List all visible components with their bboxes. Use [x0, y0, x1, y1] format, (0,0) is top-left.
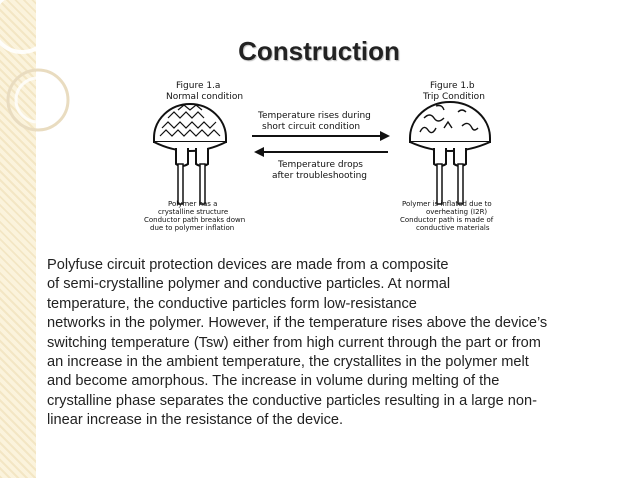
- paragraph-line: of semi-crystalline polymer and conductive particles. At normal: [47, 276, 451, 293]
- arrow-right-label-2: short circuit condition: [262, 122, 361, 132]
- polyfuse-diagram: [140, 76, 515, 238]
- caption-a-line: due to polymer inflation: [150, 224, 235, 232]
- fig-a-title: Figure 1.a: [176, 81, 221, 91]
- arrow-left-label-2: after troubleshooting: [272, 171, 367, 181]
- body-paragraph: [47, 256, 607, 431]
- caption-b-line: overheating (I2R): [426, 208, 488, 216]
- device-trip: [410, 102, 490, 204]
- slide-title: Construction: [238, 36, 400, 66]
- fig-a-subtitle: Normal condition: [166, 92, 244, 102]
- paragraph-line: temperature, the conductive particles form low-resistance: [47, 295, 417, 312]
- caption-b-line: conductive materials: [416, 224, 490, 232]
- fig-b-title: Figure 1.b: [430, 81, 475, 91]
- paragraph-line: and become amorphous. The increase in volume during melting of the: [47, 373, 500, 390]
- paragraph-line: an increase in the ambient temperature, the crystallites in the polymer melt: [47, 354, 529, 371]
- paragraph-line: linear increase in the resistance of the device.: [47, 412, 344, 429]
- caption-b: [400, 200, 494, 232]
- device-normal: [154, 104, 226, 204]
- paragraph-line: crystalline phase separates the conductive particles resulting in a large non-: [47, 392, 537, 409]
- fig-b-subtitle: Trip Condition: [423, 92, 485, 102]
- arrow-right-icon: [252, 131, 390, 141]
- paragraph-line: networks in the polymer. However, if the temperature rises above the device’s: [47, 315, 548, 332]
- arrow-right-label-1: Temperature rises during: [258, 111, 371, 121]
- construction-figure: [140, 76, 515, 238]
- caption-a-line: Conductor path breaks down: [144, 216, 246, 224]
- caption-a-line: crystalline structure: [158, 208, 229, 216]
- caption-a: [144, 200, 245, 232]
- arrow-left-label-1: Temperature drops: [278, 160, 363, 170]
- arrow-left-icon: [254, 147, 388, 157]
- caption-b-line: Conductor path is made of: [400, 216, 494, 224]
- caption-a-line: Polymer has a: [168, 200, 218, 208]
- caption-b-line: Polymer is inflated due to: [402, 200, 492, 208]
- paragraph-line: Polyfuse circuit protection devices are made from a composite: [47, 257, 449, 273]
- decorative-circles: [0, 0, 80, 200]
- paragraph-line: switching temperature (Tsw) either from high current through the part or from: [47, 334, 541, 351]
